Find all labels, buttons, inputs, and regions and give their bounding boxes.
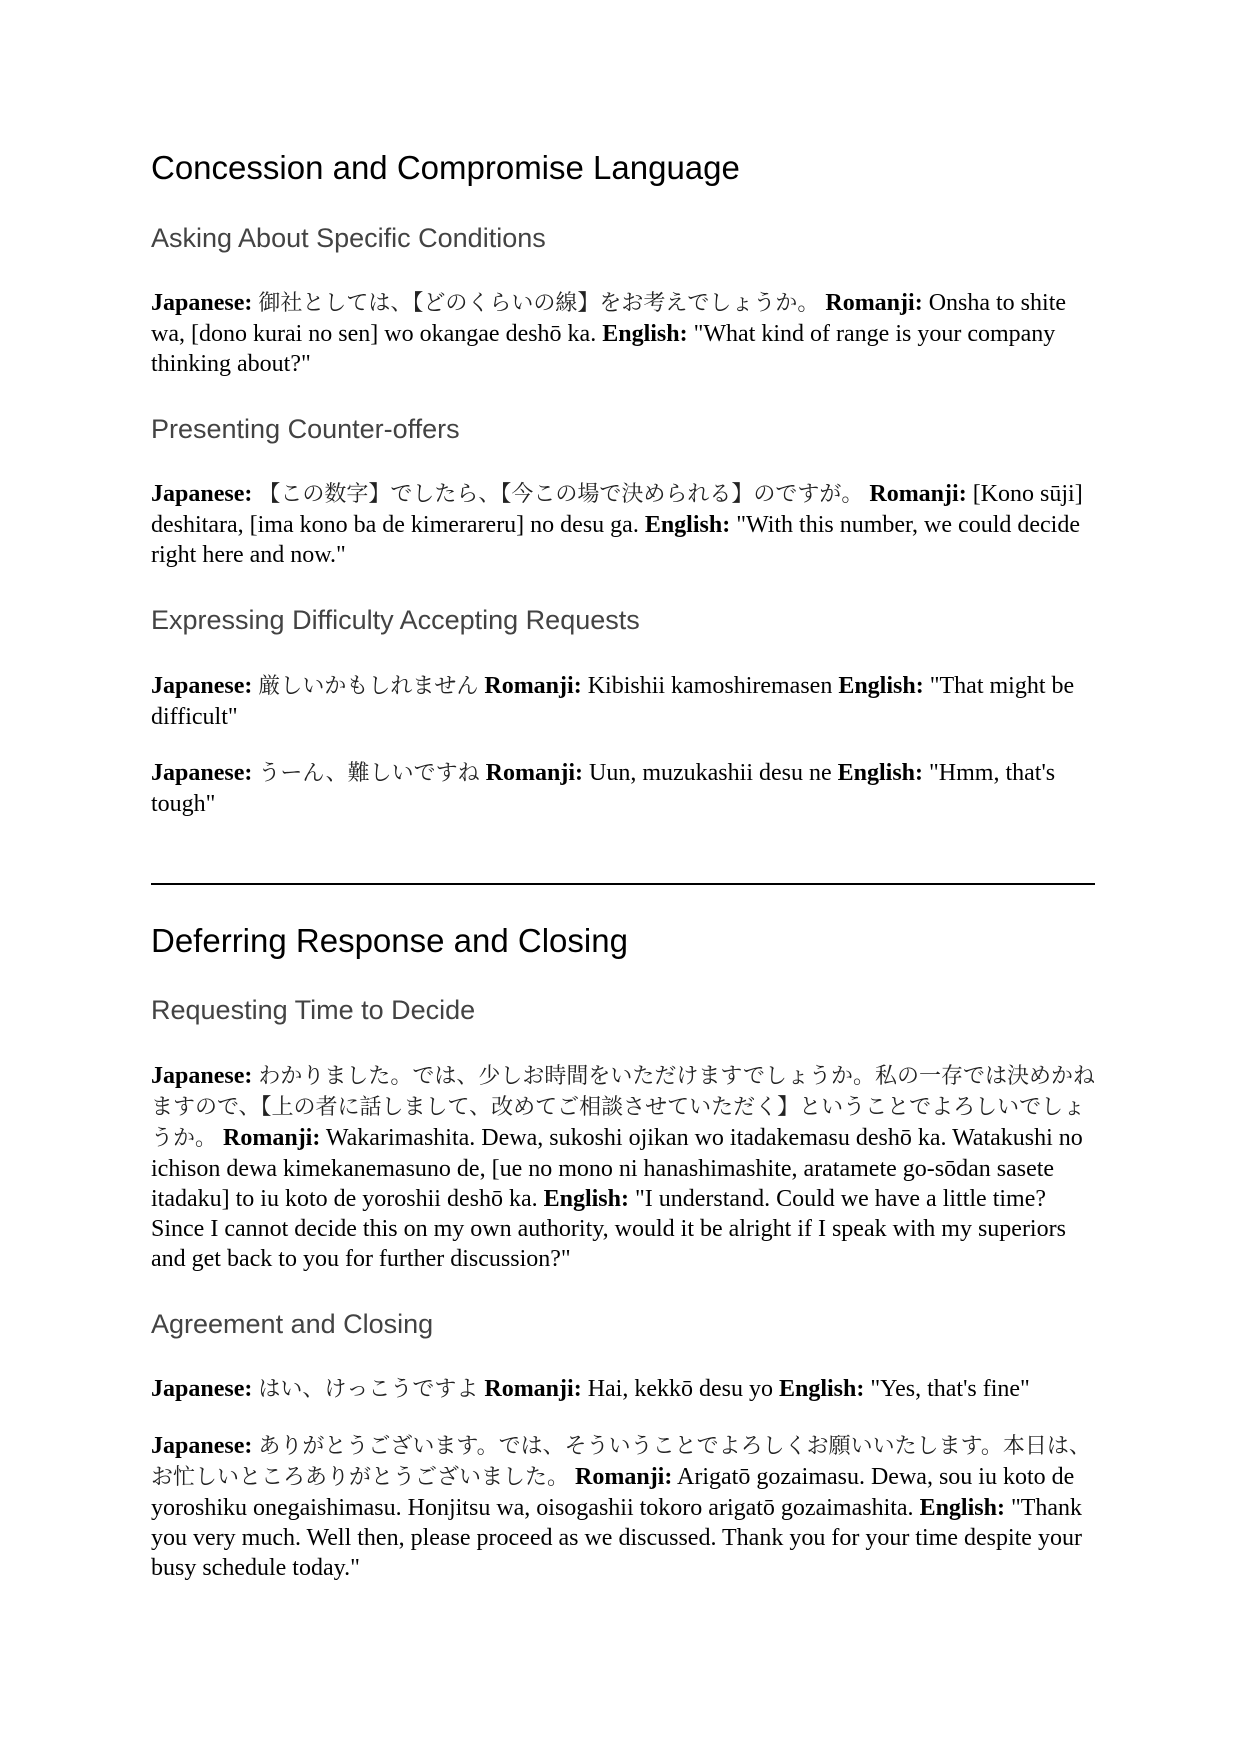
romanji-label: Romanji: xyxy=(223,1124,321,1151)
japanese-label: Japanese: xyxy=(151,1433,253,1460)
english-text: "I understand. Could we have a little time? Since I cannot decide this on my own authority, would it be alright if I speak with my superiors and get back to you for further discussion?" xyxy=(151,1185,1066,1272)
english-text: "With this number, we could decide right here and now." xyxy=(151,512,1080,569)
japanese-label: Japanese: xyxy=(151,289,253,316)
english-label: English: xyxy=(919,1495,1005,1522)
romanji-text: Wakarimashita. Dewa, sukoshi ojikan wo itadakemasu deshō ka. Watakushi no ichison dewa kimekanemasuno de, [ue no mono ni hanashimashite, aratamete go-sōdan sasete itadaku] to iu koto de yoroshii deshō ka. xyxy=(151,1124,1083,1212)
romanji-text: [Kono sūji] deshitara, [ima kono ba de kimerareru] no desu ga. xyxy=(151,481,1083,539)
romanji-text: Uun, muzukashii desu ne xyxy=(589,759,832,786)
romanji-label: Romanji: xyxy=(484,1376,582,1403)
romanji-text: Hai, kekkō desu yo xyxy=(587,1376,773,1403)
english-text: "That might be difficult" xyxy=(151,672,1075,730)
phrase-entry xyxy=(151,479,1095,570)
romanji-label: Romanji: xyxy=(575,1464,673,1491)
japanese-text: ありがとうございます。では、そういうことでよろしくお願いいたします。本日は、お忙しいところありがとうございました。 xyxy=(151,1434,1091,1491)
subsection-title: Asking About Specific Conditions xyxy=(151,222,546,253)
english-text: "What kind of range is your company thinking about?" xyxy=(151,320,1056,377)
japanese-text: はい、けっこうですよ xyxy=(258,1377,479,1403)
english-text: "Hmm, that's tough" xyxy=(151,759,1056,817)
english-text: "Yes, that's fine" xyxy=(870,1376,1030,1403)
english-label: English: xyxy=(644,512,731,539)
subsection-title: Requesting Time to Decide xyxy=(151,995,476,1026)
romanji-text: Kibishii kamoshiremasen xyxy=(587,672,833,699)
section-title: Concession and Compromise Language xyxy=(151,149,740,186)
phrase-entry xyxy=(151,1374,1095,1405)
phrase-entry xyxy=(151,288,1095,379)
japanese-text: わかりました。では、少しお時間をいただけますでしょうか。私の一存では決めかねますので、【上の者に話しまして、改めてご相談させていただく】ということでよろしいでしょうか。 xyxy=(151,1063,1096,1151)
romanji-label: Romanji: xyxy=(825,289,923,316)
romanji-label: Romanji: xyxy=(484,672,582,699)
subsection-title: Expressing Difficulty Accepting Requests xyxy=(151,605,640,636)
english-label: English: xyxy=(543,1185,629,1212)
subsection-title: Presenting Counter-offers xyxy=(151,413,460,444)
japanese-text: 【この数字】でしたら、【今この場で決められる】のですが。 xyxy=(258,482,864,508)
english-text: "Thank you very much. Well then, please proceed as we discussed. Thank you for your time despite your busy schedule today." xyxy=(151,1495,1083,1582)
document-page xyxy=(151,120,1095,1583)
horizontal-divider xyxy=(151,883,1095,885)
romanji-label: Romanji: xyxy=(869,481,967,508)
japanese-text: うーん、難しいですね xyxy=(258,760,480,786)
japanese-label: Japanese: xyxy=(151,1062,253,1089)
romanji-text: Arigatō gozaimasu. Dewa, sou iu koto de yoroshiku onegaishimasu. Honjitsu wa, oisogashii tokoro arigatō gozaimashita. xyxy=(151,1464,1075,1522)
phrase-entry xyxy=(151,1061,1095,1274)
japanese-label: Japanese: xyxy=(151,759,253,786)
japanese-text: 御社としては、【どのくらいの線】をお考えでしょうか。 xyxy=(258,290,820,316)
japanese-label: Japanese: xyxy=(151,1376,253,1403)
subsection-title: Agreement and Closing xyxy=(151,1308,434,1339)
romanji-text: Onsha to shite wa, [dono kurai no sen] wo okangae deshō ka. xyxy=(151,289,1067,347)
phrase-entry xyxy=(151,671,1095,732)
romanji-label: Romanji: xyxy=(485,759,583,786)
phrase-entry xyxy=(151,1431,1095,1583)
japanese-text: 厳しいかもしれません xyxy=(258,673,479,699)
english-label: English: xyxy=(838,672,924,699)
english-label: English: xyxy=(602,320,688,347)
japanese-label: Japanese: xyxy=(151,481,253,508)
phrase-entry xyxy=(151,758,1095,819)
japanese-label: Japanese: xyxy=(151,672,253,699)
section-title: Deferring Response and Closing xyxy=(151,921,628,959)
english-label: English: xyxy=(778,1376,865,1403)
english-label: English: xyxy=(837,759,923,786)
